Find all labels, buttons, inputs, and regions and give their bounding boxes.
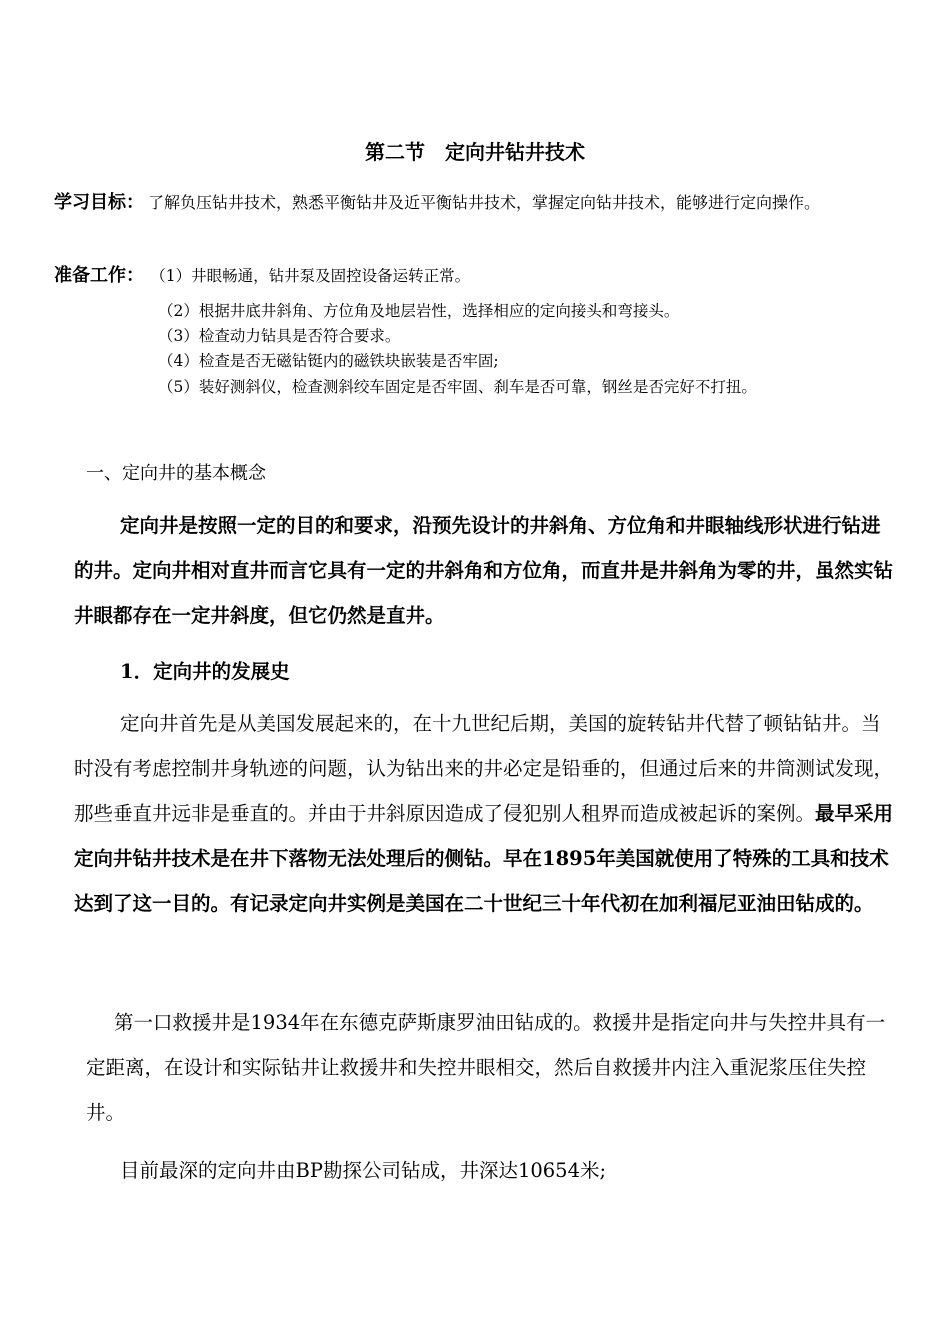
subheading-history: 1．定向井的发展史: [120, 660, 290, 683]
prep-item-2: （2）根据井底井斜角、方位角及地层岩性，选择相应的定向接头和弯接头。: [158, 302, 680, 320]
learning-objective: [54, 188, 896, 218]
objective-label: 学习目标：: [54, 192, 144, 213]
prep-item-5: （5）装好测斜仪，检查测斜绞车固定是否牢固、刹车是否可靠，钢丝是否完好不打扭。: [158, 378, 757, 396]
preparation-header: [54, 262, 470, 290]
section-heading: 一、定向井的基本概念: [86, 463, 266, 484]
rescue-well-paragraph: 第一口救援井是1934年在东德克萨斯康罗油田钻成的。救援井是指定向井与失控井具有一定距离，在设计和实际钻井让救援井和失控井眼相交，然后自救援井内注入重泥浆压住失控井。: [86, 1011, 886, 1124]
history-paragraph: [74, 701, 896, 926]
objective-text: 了解负压钻井技术，熟悉平衡钻井及近平衡钻井技术，掌握定向钻井技术，能够进行定向操作。: [148, 193, 821, 212]
prep-item-4: （4）检查是否无磁钻铤内的磁铁块嵌装是否牢固;: [158, 352, 499, 370]
page-title: 第二节 定向井钻井技术: [365, 140, 585, 164]
preparation-label: 准备工作：: [54, 265, 144, 286]
definition-paragraph: 定向井是按照一定的目的和要求，沿预先设计的井斜角、方位角和井眼轴线形状进行钻进的井。定向井相对直井而言它具有一定的井斜角和方位角，而直井是井斜角为零的井，虽然实钻井眼都存在一定井斜度，但它仍然是直井。: [74, 514, 894, 627]
history-emphasis: 最早采用定向井钻井技术是在井下落物无法处理后的侧钻。早在1895年美国就使用了特殊的工具和技术达到了这一目的。有记录定向井实例是美国在二十世纪三十年代初在加利福尼亚油田钻成的。: [74, 802, 894, 915]
prep-item-3: （3）检查动力钻具是否符合要求。: [158, 327, 401, 345]
deepest-well-paragraph: 目前最深的定向井由BP勘探公司钻成，井深达10654米;: [120, 1159, 607, 1182]
history-text: 定向井首先是从美国发展起来的，在十九世纪后期，美国的旋转钻井代替了顿钻钻井。当时没有考虑控制井身轨迹的问题，认为钻出来的井必定是铅垂的，但通过后来的井筒测试发现，那些垂直井远非是垂直的。并由于井斜原因造成了侵犯别人租界而造成被起诉的案例。: [74, 712, 894, 825]
prep-item-1: （1）井眼畅通，钻井泵及固控设备运转正常。: [158, 267, 471, 285]
